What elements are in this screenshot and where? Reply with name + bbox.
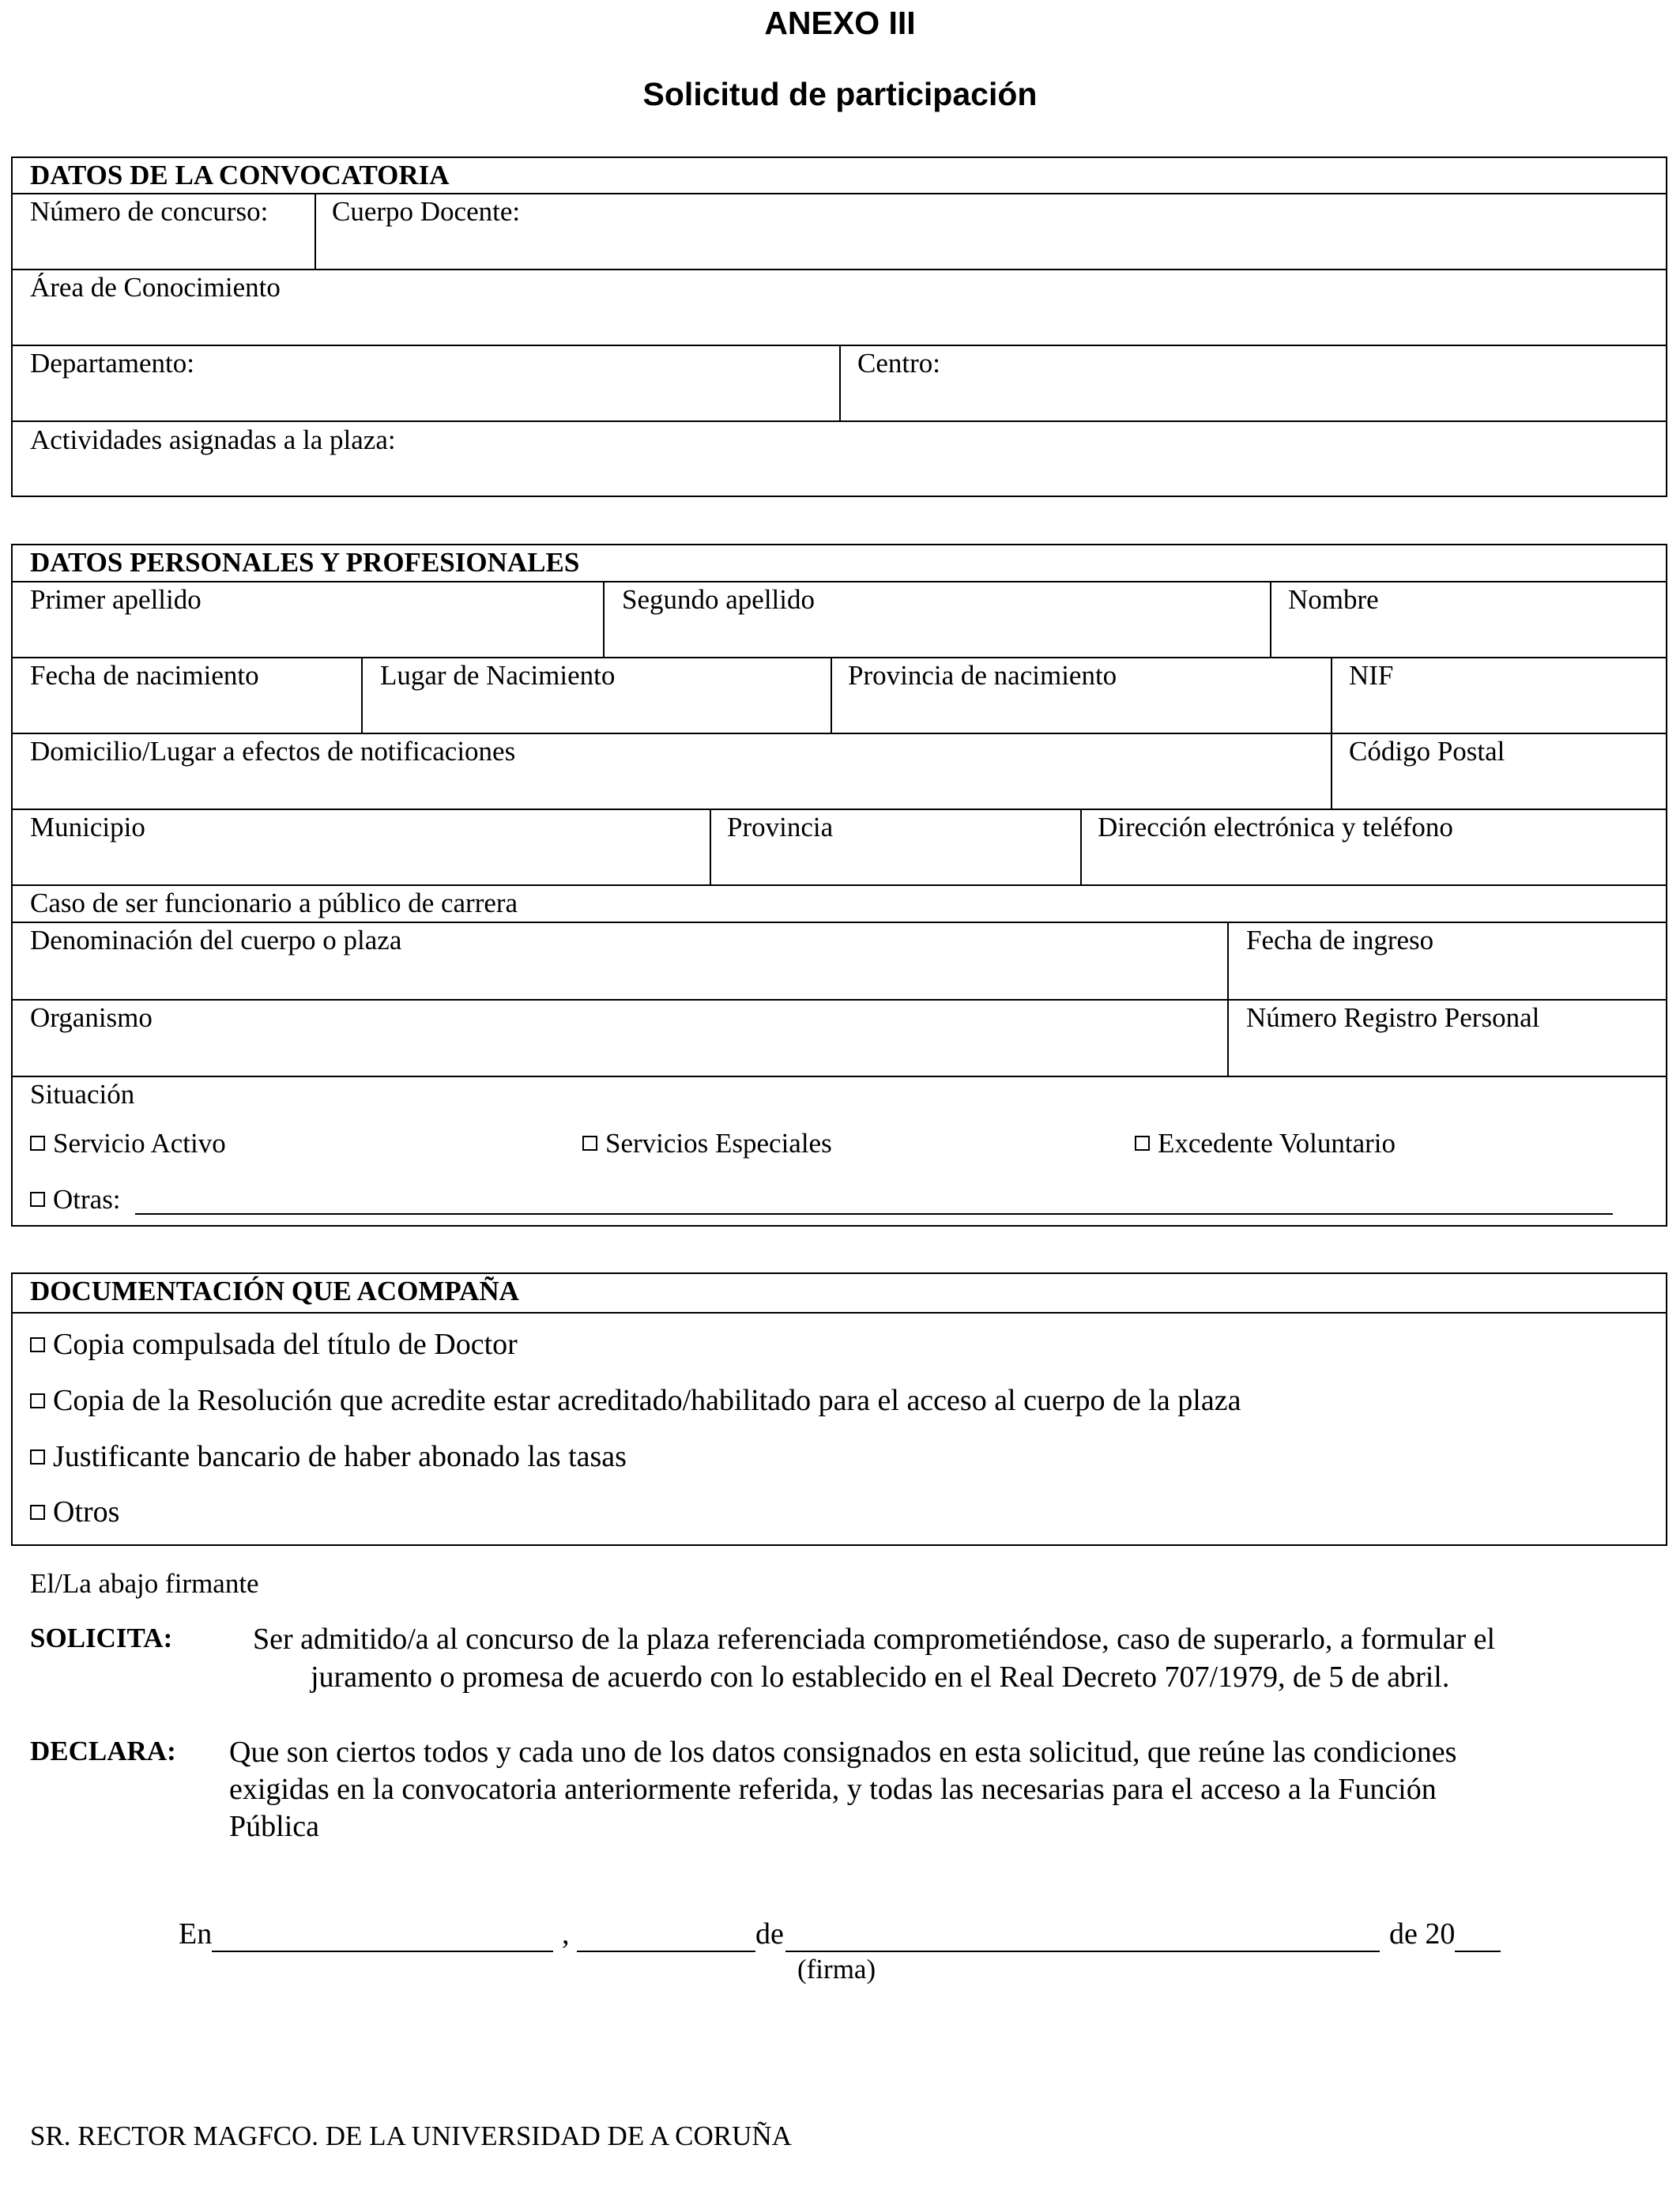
actividades-field[interactable]: Actividades asignadas a la plaza: bbox=[30, 424, 396, 455]
registro-personal-field[interactable]: Número Registro Personal bbox=[1246, 1002, 1540, 1033]
lugar-nacimiento-field[interactable]: Lugar de Nacimiento bbox=[380, 660, 616, 691]
otras-option[interactable] bbox=[30, 1184, 121, 1216]
nif-field[interactable]: NIF bbox=[1349, 660, 1394, 691]
de-label: de bbox=[755, 1917, 784, 1951]
nombre-field[interactable]: Nombre bbox=[1288, 584, 1379, 615]
servicio-activo-label: Servicio Activo bbox=[53, 1128, 226, 1159]
doc-item[interactable] bbox=[30, 1328, 518, 1363]
solicita-text-line2: juramento o promesa de acuerdo con lo establecido en el Real Decreto 707/1979, de 5 de abril. bbox=[311, 1661, 1450, 1694]
checkbox-icon[interactable] bbox=[1135, 1136, 1150, 1151]
denominacion-field[interactable]: Denominación del cuerpo o plaza bbox=[30, 925, 402, 956]
addressee: SR. RECTOR MAGFCO. DE LA UNIVERSIDAD DE A CORUÑA bbox=[30, 2120, 792, 2151]
organismo-field[interactable]: Organismo bbox=[30, 1002, 153, 1033]
centro-field[interactable]: Centro: bbox=[857, 348, 940, 379]
area-conocimiento-field[interactable]: Área de Conocimiento bbox=[30, 272, 281, 303]
checkbox-icon[interactable] bbox=[30, 1192, 45, 1207]
checkbox-icon[interactable] bbox=[582, 1136, 597, 1151]
doc-item-label: Copia de la Resolución que acredite estar acreditado/habilitado para el acceso al cuerpo de la plaza bbox=[53, 1384, 1241, 1417]
fecha-ingreso-field[interactable]: Fecha de ingreso bbox=[1246, 925, 1434, 956]
departamento-field[interactable]: Departamento: bbox=[30, 348, 194, 379]
year-underline[interactable] bbox=[1455, 1951, 1501, 1952]
doc-item[interactable] bbox=[30, 1384, 1241, 1419]
annex-title: ANEXO III bbox=[764, 5, 916, 41]
comma-separator: , bbox=[562, 1917, 570, 1951]
cuerpo-docente-field[interactable]: Cuerpo Docente: bbox=[332, 196, 521, 227]
declara-text-line1: Que son ciertos todos y cada uno de los datos consignados en esta solicitud, que reúne las condiciones bbox=[229, 1736, 1457, 1769]
primer-apellido-field[interactable]: Primer apellido bbox=[30, 584, 202, 615]
doc-item[interactable] bbox=[30, 1495, 119, 1530]
servicios-especiales-option[interactable] bbox=[582, 1128, 832, 1159]
declara-label: DECLARA: bbox=[30, 1736, 176, 1766]
de20-label: de 20 bbox=[1389, 1917, 1456, 1951]
solicita-label: SOLICITA: bbox=[30, 1623, 173, 1653]
convocatoria-section-title: DATOS DE LA CONVOCATORIA bbox=[30, 160, 450, 190]
excedente-voluntario-option[interactable] bbox=[1135, 1128, 1396, 1159]
day-underline[interactable] bbox=[577, 1951, 755, 1952]
documentacion-section-title: DOCUMENTACIÓN QUE ACOMPAÑA bbox=[30, 1276, 519, 1306]
codigo-postal-field[interactable]: Código Postal bbox=[1349, 736, 1505, 767]
otras-label: Otras: bbox=[53, 1184, 121, 1215]
firma-label: (firma) bbox=[797, 1954, 876, 1985]
otras-underline[interactable] bbox=[135, 1213, 1613, 1215]
situacion-label: Situación bbox=[30, 1079, 135, 1110]
personales-section-title: DATOS PERSONALES Y PROFESIONALES bbox=[30, 547, 580, 578]
provincia-nacimiento-field[interactable]: Provincia de nacimiento bbox=[848, 660, 1117, 691]
place-underline[interactable] bbox=[212, 1951, 553, 1952]
declara-text-line3: Pública bbox=[229, 1810, 319, 1843]
excedente-voluntario-label: Excedente Voluntario bbox=[1158, 1128, 1396, 1159]
month-underline[interactable] bbox=[785, 1951, 1380, 1952]
municipio-field[interactable]: Municipio bbox=[30, 812, 145, 843]
doc-item-label: Otros bbox=[53, 1495, 120, 1529]
direccion-telefono-field[interactable]: Dirección electrónica y teléfono bbox=[1098, 812, 1453, 843]
checkbox-icon[interactable] bbox=[30, 1337, 45, 1352]
doc-item[interactable] bbox=[30, 1440, 627, 1475]
page-title: Solicitud de participación bbox=[642, 76, 1038, 112]
doc-item-label: Justificante bancario de haber abonado las tasas bbox=[53, 1440, 627, 1473]
firmante-text: El/La abajo firmante bbox=[30, 1568, 259, 1599]
servicios-especiales-label: Servicios Especiales bbox=[605, 1128, 832, 1159]
checkbox-icon[interactable] bbox=[30, 1393, 45, 1408]
en-label: En bbox=[179, 1917, 213, 1951]
solicita-text-line1: Ser admitido/a al concurso de la plaza referenciada comprometiéndose, caso de superarlo, a formular el bbox=[253, 1623, 1496, 1656]
fecha-nacimiento-field[interactable]: Fecha de nacimiento bbox=[30, 660, 259, 691]
servicio-activo-option[interactable] bbox=[30, 1128, 226, 1159]
numero-concurso-field[interactable]: Número de concurso: bbox=[30, 196, 269, 227]
checkbox-icon[interactable] bbox=[30, 1449, 45, 1465]
doc-item-label: Copia compulsada del título de Doctor bbox=[53, 1328, 518, 1361]
funcionario-label: Caso de ser funcionario a público de carrera bbox=[30, 888, 518, 918]
declara-text-line2: exigidas en la convocatoria anteriormente referida, y todas las necesarias para el acceso a la Función bbox=[229, 1773, 1437, 1806]
checkbox-icon[interactable] bbox=[30, 1136, 45, 1151]
segundo-apellido-field[interactable]: Segundo apellido bbox=[622, 584, 815, 615]
domicilio-field[interactable]: Domicilio/Lugar a efectos de notificaciones bbox=[30, 736, 516, 767]
checkbox-icon[interactable] bbox=[30, 1505, 45, 1520]
provincia-field[interactable]: Provincia bbox=[727, 812, 834, 843]
